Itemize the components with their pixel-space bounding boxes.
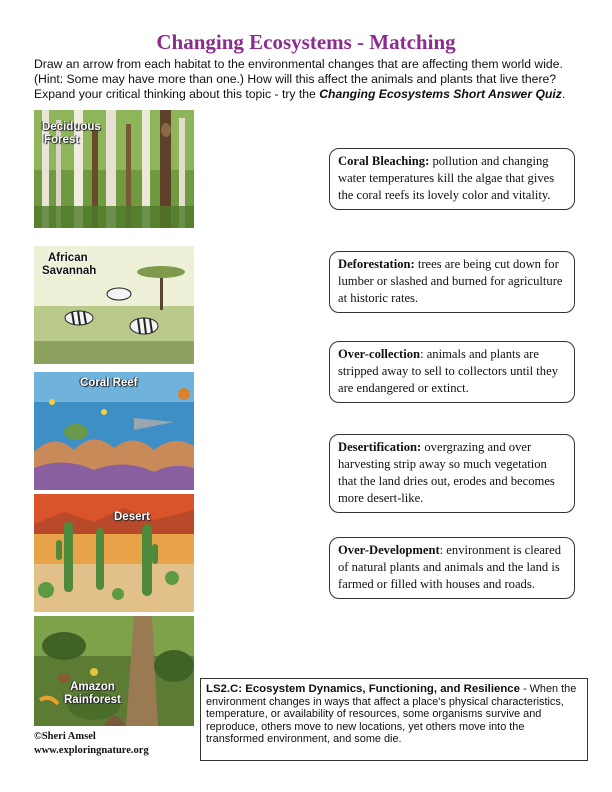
change-term: Deforestation: xyxy=(338,257,415,271)
change-description: : environment is cleared of natural plants and animals and the land is farmed or filled with houses and roads. xyxy=(338,543,562,591)
rainforest-label-line2: Rainforest xyxy=(64,694,121,706)
change-description: : animals and plants are stripped away to sell to collectors until they are endangered or extinct. xyxy=(338,347,558,395)
forest-label-line1: Deciduous xyxy=(42,121,101,133)
habitat-label-rainforest xyxy=(64,681,121,707)
quiz-link[interactable]: Changing Ecosystems Short Answer Quiz xyxy=(319,87,562,101)
change-term: Coral Bleaching: xyxy=(338,154,430,168)
instructions-text: Draw an arrow from each habitat to the environmental changes that are affecting them world wide. (Hint: Some may have more than one.) How will this affect the animals and plants that live there? Expand your critical thinking about this topic - try the xyxy=(34,57,563,101)
amazon-rainforest-picture xyxy=(34,616,194,726)
change-description: trees are being cut down for lumber or slashed and burned for agriculture at historic rates. xyxy=(338,257,563,305)
savannah-label-line2: Savannah xyxy=(42,265,97,277)
forest-label-line2: Forest xyxy=(44,134,80,146)
website-credit[interactable]: www.exploringnature.org xyxy=(34,745,149,756)
standard-text: When the environment changes in ways that affect a place's physical characteristics, temperature, or availability of resources, some organisms survive and reproduce, others move to new locations, yet others move into the transformed environment, and some die. xyxy=(206,683,577,745)
change-term: Desertification: xyxy=(338,440,422,454)
african-savannah-picture xyxy=(34,246,194,364)
change-term: Over-collection xyxy=(338,347,421,361)
standard-box xyxy=(200,678,588,761)
standard-dash: - xyxy=(519,683,530,695)
habitat-label-reef: Coral Reef xyxy=(80,377,138,389)
rainforest-illustration xyxy=(34,616,194,726)
habitat-label-desert: Desert xyxy=(114,511,150,523)
change-term: Over-Development xyxy=(338,543,440,557)
change-description: pollution and changing water temperatures kill the algae that gives the coral reefs its lovely color and vitality. xyxy=(338,154,555,202)
habitat-label-forest xyxy=(42,121,101,147)
coral-reef-picture xyxy=(34,372,194,490)
credit xyxy=(34,730,149,758)
instructions-end: . xyxy=(561,87,566,101)
author-credit: ©Sheri Amsel xyxy=(34,731,96,742)
change-box-deforestation[interactable] xyxy=(329,251,575,313)
desert-picture xyxy=(34,494,194,612)
change-box-coral-bleaching[interactable] xyxy=(329,148,575,210)
change-box-desertification[interactable] xyxy=(329,434,575,513)
page-title: Changing Ecosystems - Matching xyxy=(156,30,456,54)
rainforest-label-line1: Amazon xyxy=(70,681,115,693)
habitat-label-savannah xyxy=(42,252,96,278)
change-box-over-development[interactable] xyxy=(329,537,575,599)
instructions xyxy=(34,57,582,102)
savannah-label-line1: African xyxy=(48,252,88,264)
change-description: overgrazing and over harvesting strip away so much vegetation that the land dries out, erodes and becomes more desert-like. xyxy=(338,440,555,505)
standard-heading: LS2.C: Ecosystem Dynamics, Functioning, and Resilience xyxy=(206,683,520,695)
deciduous-forest-picture xyxy=(34,110,194,228)
change-box-over-collection[interactable] xyxy=(329,341,575,403)
